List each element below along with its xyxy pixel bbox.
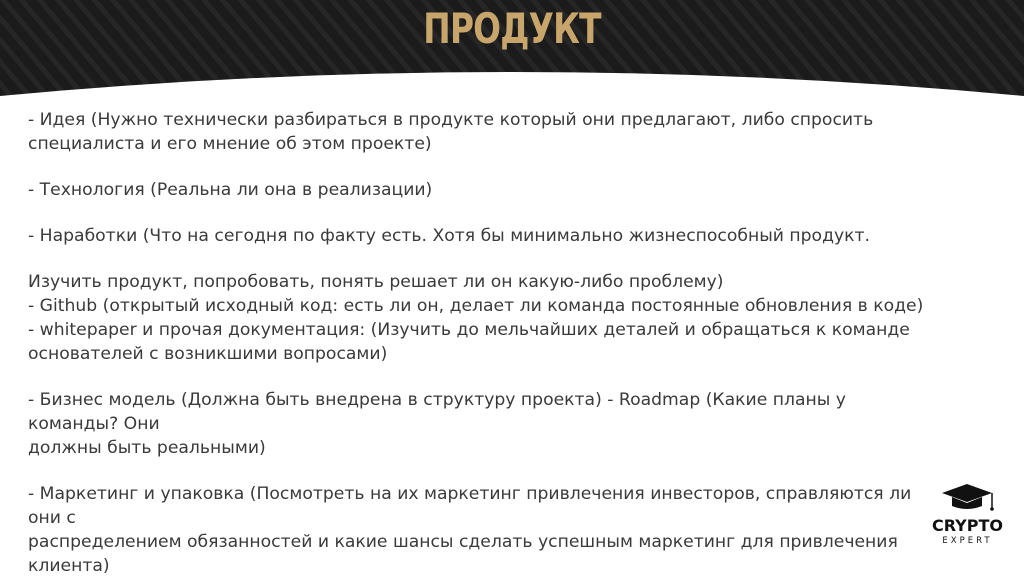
text-line: - Бизнес модель (Должна быть внедрена в структуру проекта) - Roadmap (Какие планы у команды? Они xyxy=(28,390,846,434)
text-line: - Технология (Реальна ли она в реализации) xyxy=(28,180,433,200)
text-line: - Идея (Нужно технически разбираться в продукте который они предлагают, либо спросить xyxy=(28,110,874,130)
logo-subtitle: EXPERT xyxy=(942,536,993,546)
text-line: специалиста и его мнение об этом проекте) xyxy=(28,134,432,154)
page-title: ПРОДУКТ xyxy=(423,4,601,53)
text-line: - Наработки (Что на сегодня по факту есть. Хотя бы минимально жизнеспособный продукт. xyxy=(28,226,870,246)
text-line: - Маркетинг и упаковка (Посмотреть на их маркетинг привлечения инвесторов, справляются ли они с xyxy=(28,484,912,528)
crypto-expert-logo xyxy=(930,478,1005,553)
text-line: - Github (открытый исходный код: есть ли он, делает ли команда постоянные обновления в коде) xyxy=(28,296,924,316)
content-body xyxy=(28,108,928,578)
graduation-cap-icon xyxy=(930,478,1005,518)
text-line: Изучить продукт, попробовать, понять решает ли он какую-либо проблему) xyxy=(28,272,724,292)
text-line: должны быть реальными) xyxy=(28,438,266,458)
text-line: - whitepaper и прочая документация: (Изучить до мельчайших деталей и обращаться к команде xyxy=(28,320,910,340)
text-line: распределением обязанностей и какие шансы сделать успешным маркетинг для привлечения клиента) xyxy=(28,532,898,576)
logo-wordmark: CRYPTO xyxy=(931,516,1003,535)
header-banner xyxy=(0,0,1024,110)
text-line: основателей с возникшими вопросами) xyxy=(28,344,388,364)
